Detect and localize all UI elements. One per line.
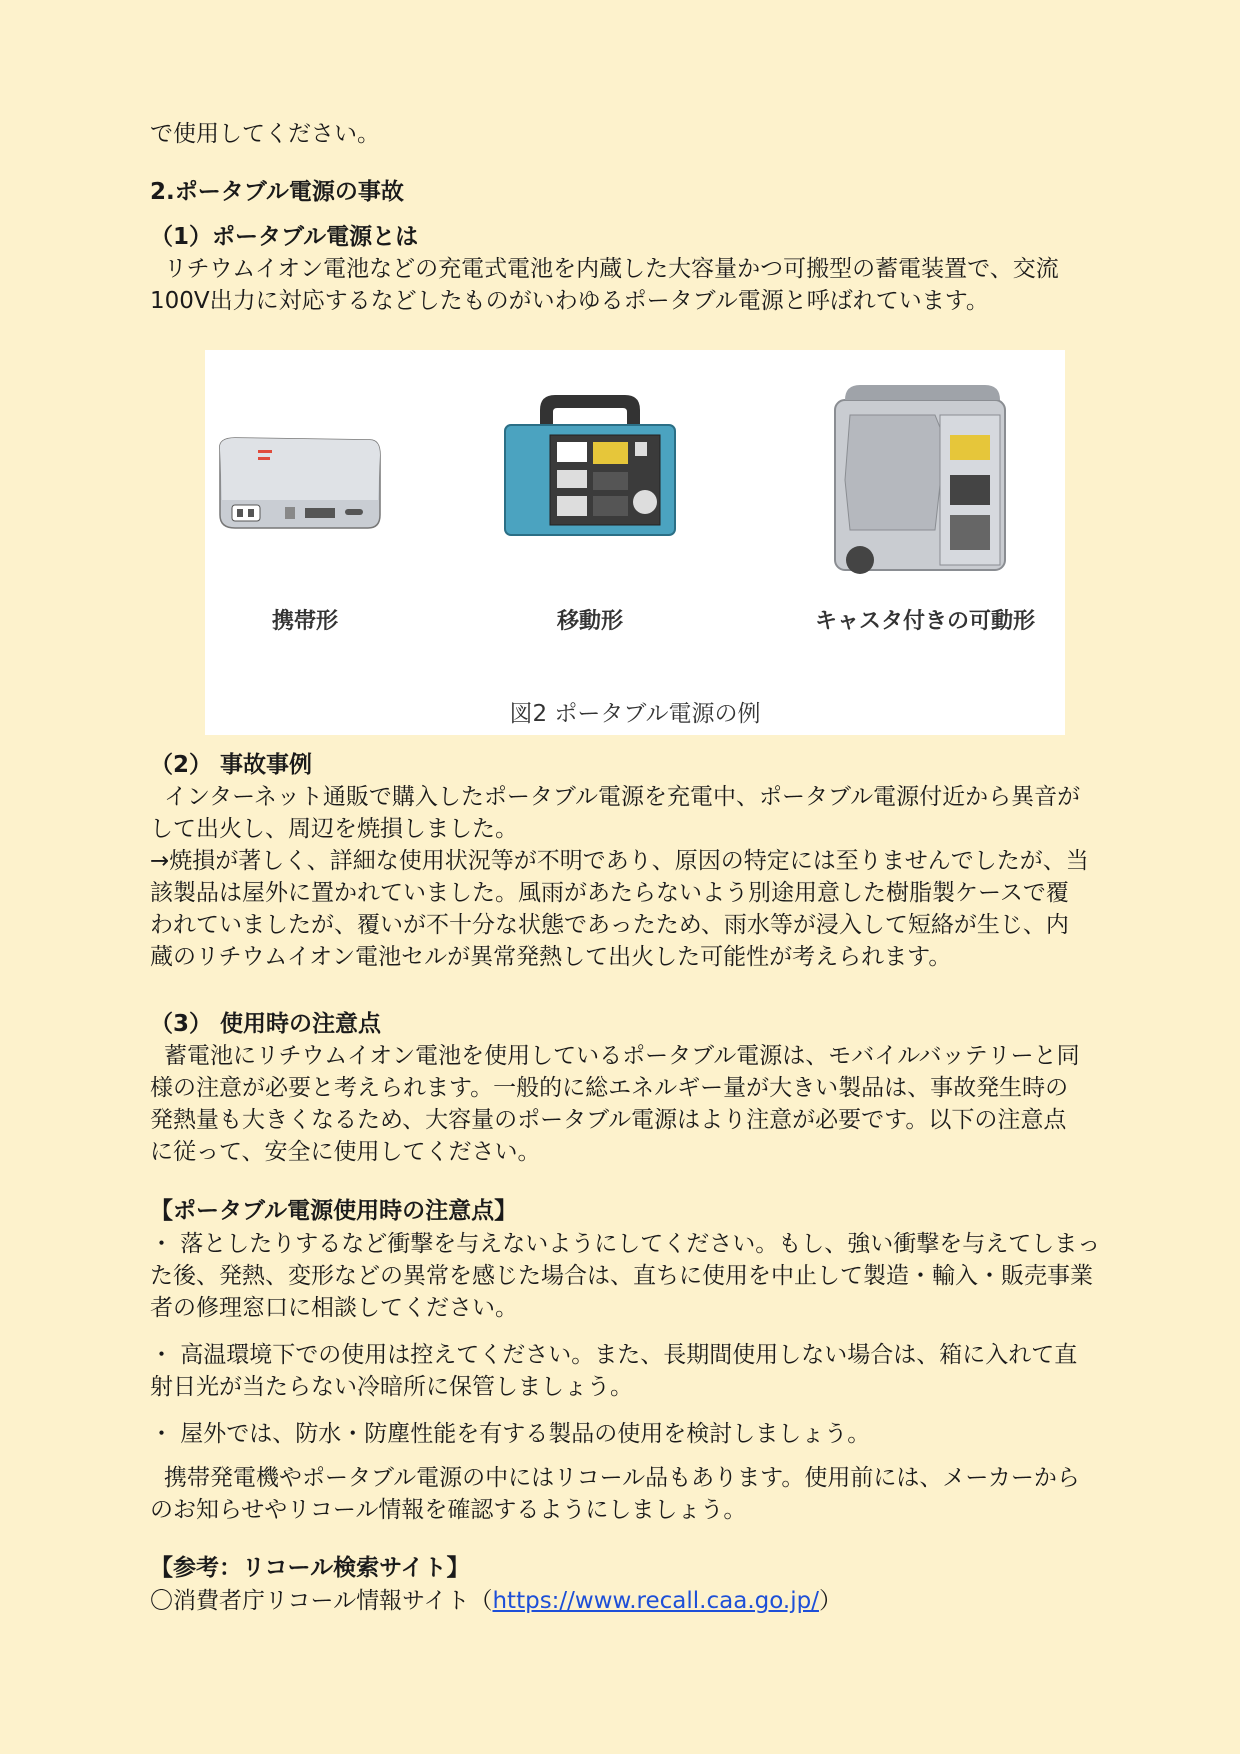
portable-power-figure <box>205 350 1065 735</box>
carry-power-station-icon <box>495 390 685 540</box>
intro-tail-text: で使用してください。 <box>150 121 380 147</box>
paragraph-line: われていましたが、覆いが不十分な状態であったため、雨水等が浸入して短絡が生じ、内 <box>150 912 1069 938</box>
caution-item-3: ・ 屋外では、防水・防塵性能を有する製品の使用を検討しましょう。 <box>150 1421 871 1447</box>
paragraph-line: ・ 落としたりするなど衝撃を与えないようにしてください。もし、強い衝撃を与えてしまっ <box>150 1231 1101 1257</box>
subsection-3-title: （3） 使用時の注意点 <box>150 1011 382 1037</box>
figure-label-wheeled: キャスタ付きの可動形 <box>814 609 1035 634</box>
caution-item-1 <box>150 1228 1120 1324</box>
paragraph-line: のお知らせやリコール情報を確認するようにしましょう。 <box>150 1497 747 1523</box>
paragraph-line: インターネット通販で購入したポータブル電源を充電中、ポータブル電源付近から異音が <box>164 784 1081 810</box>
subsection-2-title: （2） 事故事例 <box>150 752 313 778</box>
paragraph-line: 様の注意が必要と考えられます。一般的に総エネルギー量が大きい製品は、事故発生時の <box>150 1075 1069 1101</box>
portable-power-bank-icon <box>210 430 390 540</box>
paragraph-line: して出火し、周辺を焼損しました。 <box>150 816 518 842</box>
paragraph-line: ・ 高温環境下での使用は控えてください。また、長期間使用しない場合は、箱に入れて直 <box>150 1342 1078 1368</box>
paragraph-line: た後、発熱、変形などの異常を感じた場合は、直ちに使用を中止して製造・輸入・販売事業 <box>150 1263 1093 1289</box>
figure-label-mobile: 移動形 <box>556 609 623 634</box>
paragraph-line: 蔵のリチウムイオン電池セルが異常発熱して出火した可能性が考えられます。 <box>150 944 952 970</box>
reference-prefix: 〇消費者庁リコール情報サイト（ <box>150 1588 493 1614</box>
recall-note <box>150 1462 1120 1526</box>
figure-label-portable: 携帯形 <box>271 609 338 634</box>
paragraph-line: リチウムイオン電池などの充電式電池を内蔵した大容量かつ可搬型の蓄電装置で、交流 <box>164 256 1059 282</box>
paragraph-line: に従って、安全に使用してください。 <box>150 1139 541 1165</box>
paragraph-line: 発熱量も大きくなるため、大容量のポータブル電源はより注意が必要です。以下の注意点 <box>150 1107 1067 1133</box>
subsection-1-body <box>150 253 1120 317</box>
subsection-1-title: （1）ポータブル電源とは <box>150 224 419 250</box>
paragraph-line: 射日光が当たらない冷暗所に保管しましょう。 <box>150 1374 633 1400</box>
wheeled-power-station-icon <box>825 380 1025 580</box>
paragraph-line: 100V出力に対応するなどしたものがいわゆるポータブル電源と呼ばれています。 <box>150 288 989 314</box>
cautions-title: 【ポータブル電源使用時の注意点】 <box>150 1198 518 1224</box>
subsection-2-body <box>150 781 1120 973</box>
paragraph-line: 携帯発電機やポータブル電源の中にはリコール品もあります。使用前には、メーカーから <box>164 1465 1080 1491</box>
reference-line <box>150 1585 1120 1617</box>
paragraph-line: 該製品は屋外に置かれていました。風雨があたらないよう別途用意した樹脂製ケースで覆 <box>150 880 1069 906</box>
recall-site-link[interactable]: https://www.recall.caa.go.jp/ <box>492 1588 819 1614</box>
paragraph-line: 蓄電池にリチウムイオン電池を使用しているポータブル電源は、モバイルバッテリーと同 <box>164 1043 1080 1069</box>
caution-item-2 <box>150 1339 1120 1403</box>
section-2-title: 2.ポータブル電源の事故 <box>150 179 404 205</box>
reference-suffix: ） <box>818 1588 842 1614</box>
figure-caption: 図2 ポータブル電源の例 <box>509 701 761 727</box>
paragraph-line: 者の修理窓口に相談してください。 <box>150 1295 518 1321</box>
paragraph-line: →焼損が著しく、詳細な使用状況等が不明であり、原因の特定には至りませんでしたが、当 <box>150 848 1089 874</box>
subsection-3-body <box>150 1040 1120 1168</box>
reference-title: 【参考：リコール検索サイト】 <box>150 1555 470 1581</box>
